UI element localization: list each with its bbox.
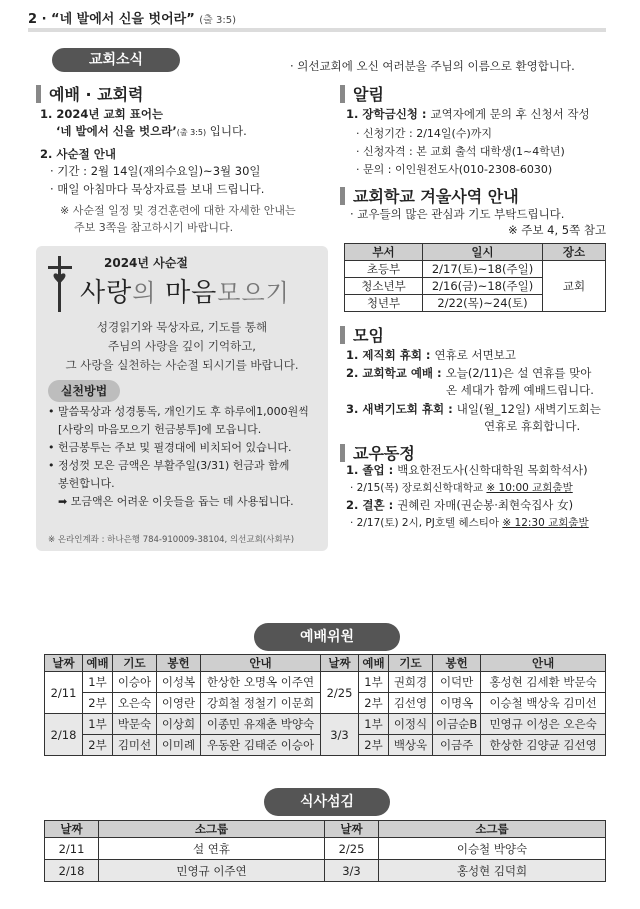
members-l2 [346,497,573,514]
lent-desc-line: 성경읽기와 묵상자료, 기도를 통해 [96,320,268,334]
dining-th: 소그룹 [379,821,606,838]
lent-year: 2024년 사순절 [104,256,188,270]
staff-offer: 이성복 [157,672,201,693]
scholarship-text: 교역자에게 문의 후 신청서 작성 [430,107,590,121]
online-account: ※ 온라인계좌 : 하나은행 784-910009-38104, 의선교회(사회부) [48,535,295,545]
scholarship-sub: · 신청자격 : 본 교회 출석 대학생(1~4학년) [356,145,565,158]
staff-svc: 1부 [359,672,389,693]
members-text: 권혜린 자매(권순봉·최현숙집사 女) [397,498,574,512]
method-item: • 정성껏 모은 금액은 부활주일(3/31) 헌금과 함께 [48,459,290,472]
staff-th: 기도 [389,655,433,672]
welcome-text: · 의선교회에 오신 여러분을 주님의 이름으로 환영합니다. [290,59,575,73]
members-text: 백요한전도사(신학대학원 목회학석사) [397,463,588,477]
meeting-label: 2. 교회학교 예배 : [346,366,446,380]
meeting-label: 1. 제직회 휴회 : [346,348,435,362]
big-title-d: 모으기 [217,279,290,307]
staff-th: 봉헌 [157,655,201,672]
staff-prayer: 김미선 [113,735,157,756]
winter-th: 일시 [423,244,543,261]
meeting-text: 오늘(2/11)은 설 연휴를 맞아 [445,366,592,380]
meeting-l2 [346,365,591,382]
meeting-l1 [346,347,516,364]
members-l1-sub [350,480,573,497]
worship-staff-table [44,654,606,756]
winter-section-title [340,184,519,207]
method-item: • 헌금봉투는 주보 및 필경대에 비치되어 있습니다. [48,441,292,454]
header-ref: (출 3:5) [199,15,237,26]
section-bar [36,85,41,103]
staff-date: 2/25 [321,672,359,714]
section-bar [340,444,345,462]
staff-date: 2/11 [45,672,83,714]
lent-period: · 기간 : 2월 14일(재의수요일)~3월 30일 [50,164,261,178]
staff-prayer: 이정식 [389,714,433,735]
members-sub: · 2/15(목) 장로회신학대학교 [350,482,487,494]
winter-date: 2/17(토)~18(주일) [423,261,543,278]
staff-prayer: 백상욱 [389,735,433,756]
page-header: 2 · “네 발에서 신을 벗어라” (출 3:5) [28,12,237,27]
members-label: 2. 결혼 : [346,498,398,512]
method-list [48,403,309,511]
winter-dept: 청년부 [345,295,423,312]
staff-offer: 이상희 [157,714,201,735]
dining-th: 날짜 [45,821,99,838]
staff-guide: 이종민 유재춘 박양숙 [201,714,321,735]
staff-offer: 이금순B [433,714,481,735]
staff-svc: 2부 [359,735,389,756]
winter-l2: ※ 주보 4, 5쪽 참고 [508,223,607,237]
staff-prayer: 오은숙 [113,693,157,714]
worship-item1: 1. 2024년 교회 표어는 [40,107,164,121]
method-item: • 말씀묵상과 성경통독, 개인기도 후 하루에1,000원씩 [48,405,309,418]
lent-daily: · 매일 아침마다 묵상자료를 보내 드립니다. [50,182,265,196]
staff-prayer: 이승아 [113,672,157,693]
big-title-a: 사랑 [80,278,133,308]
worship-title-text: 예배 · 교회력 [49,85,144,104]
staff-th: 예배 [359,655,389,672]
meeting-title-text: 모임 [353,326,384,345]
dining-group: 설 연휴 [99,838,325,860]
scholarship-sub: · 문의 : 이인원전도사(010-2308-6030) [356,163,553,176]
staff-th: 예배 [83,655,113,672]
staff-svc: 1부 [359,714,389,735]
method-pill: 실천방법 [48,380,120,402]
worship-motto-line [56,123,247,141]
staff-guide: 홍성현 김세환 박문숙 [481,672,606,693]
scholarship-label: 1. 장학금신청 : [346,107,431,121]
scholarship-subs [356,125,565,179]
notice-section-title [340,82,384,105]
meeting-l3 [346,401,601,418]
dining-pill: 식사섬김 [264,788,390,816]
meeting-section-title [340,323,384,346]
news-pill: 교회소식 [52,48,180,72]
lent-big-title [80,272,290,309]
table-row [45,672,606,693]
winter-dept: 초등부 [345,261,423,278]
notice-title-text: 알림 [353,85,384,104]
staff-guide: 이승철 백상욱 김미선 [481,693,606,714]
lent-desc [36,318,328,375]
table-row [45,860,606,882]
staff-svc: 2부 [83,693,113,714]
staff-guide: 한상한 김양균 김선영 [481,735,606,756]
dining-group: 홍성현 김덕희 [379,860,606,882]
meeting-l3b: 연휴로 휴회합니다. [484,419,581,433]
section-bar [340,187,345,205]
members-label: 1. 졸업 : [346,463,398,477]
winter-table-header [345,244,606,261]
lent-desc-line: 주님의 사랑을 깊이 기억하고, [108,339,256,353]
motto: ‘네 발에서 신을 벗으라’ [56,124,177,138]
staff-svc: 1부 [83,714,113,735]
members-l1 [346,462,588,479]
staff-th: 안내 [481,655,606,672]
dining-th: 날짜 [325,821,379,838]
lent-note: ※ 사순절 일정 및 경건훈련에 대한 자세한 안내는 [60,204,296,217]
staff-prayer: 권희경 [389,672,433,693]
method-item: ➡ 모금액은 어려운 이웃들을 돕는 데 사용됩니다. [58,495,294,508]
winter-place: 교회 [543,261,606,312]
members-sub: · 2/17(토) 2시, PJ호텔 헤스티아 [350,517,503,529]
motto-ref: (출 3:5) [176,128,207,137]
staff-guide: 강희철 정철기 이문희 [201,693,321,714]
winter-title-text: 교회학교 겨울사역 안내 [353,187,519,206]
members-l2-sub [350,515,589,532]
members-sub-u: ※ 12:30 교회출발 [502,517,589,529]
staff-guide: 우동완 김태준 이승아 [201,735,321,756]
winter-dept: 청소년부 [345,278,423,295]
lent-note-2: 주보 3쪽을 참고하시기 바랍니다. [74,221,234,234]
lent-desc-line: 그 사랑을 실천하는 사순절 되시기를 바랍니다. [65,358,299,372]
header-divider [28,28,606,32]
dining-th: 소그룹 [99,821,325,838]
staff-th: 날짜 [45,655,83,672]
staff-svc: 2부 [359,693,389,714]
meeting-text: 연휴로 서면보고 [434,348,516,362]
staff-date: 2/18 [45,714,83,756]
staff-prayer: 김선영 [389,693,433,714]
meeting-label: 3. 새벽기도회 휴회 : [346,402,457,416]
dining-table [44,820,606,882]
staff-offer: 이명옥 [433,693,481,714]
winter-th: 장소 [543,244,606,261]
meeting-text: 내일(월_12일) 새벽기도회는 [456,402,601,416]
header-title: “네 발에서 신을 벗어라” [51,12,195,27]
big-title-b: 의 [132,279,166,307]
members-title-text: 교우동정 [353,444,415,463]
dining-date: 2/18 [45,860,99,882]
worship-item2: 2. 사순절 안내 [40,147,116,161]
dining-group: 이승철 박양숙 [379,838,606,860]
dining-date: 2/11 [45,838,99,860]
worship-section-title [36,82,144,105]
cross-icon [46,254,74,314]
staff-guide: 민영규 이성은 오은숙 [481,714,606,735]
staff-prayer: 박문숙 [113,714,157,735]
staff-date: 3/3 [321,714,359,756]
table-row [345,261,606,278]
big-title-c: 마음 [165,278,218,308]
staff-offer: 이영란 [157,693,201,714]
scholarship-sub: · 신청기간 : 2/14일(수)까지 [356,127,492,140]
worship-staff-pill: 예배위원 [254,623,400,651]
staff-svc: 1부 [83,672,113,693]
winter-table [344,243,606,312]
members-section-title [340,441,415,464]
motto-tail: 입니다. [206,124,247,138]
staff-th: 봉헌 [433,655,481,672]
staff-th: 기도 [113,655,157,672]
section-bar [340,85,345,103]
method-item: [사랑의 마음모으기 헌금봉투]에 모읍니다. [58,423,262,436]
winter-l1: · 교우들의 많은 관심과 기도 부탁드립니다. [350,207,565,221]
page-number: 2 [28,12,38,27]
staff-offer: 이금주 [433,735,481,756]
table-row [45,838,606,860]
staff-offer: 이덕만 [433,672,481,693]
staff-offer: 이미례 [157,735,201,756]
members-sub-u: ※ 10:00 교회출발 [486,482,573,494]
section-bar [340,326,345,344]
winter-date: 2/16(금)~18(주일) [423,278,543,295]
staff-th: 날짜 [321,655,359,672]
winter-date: 2/22(목)~24(토) [423,295,543,312]
dining-group: 민영규 이주연 [99,860,325,882]
dining-date: 3/3 [325,860,379,882]
method-item: 봉헌합니다. [58,477,115,490]
dining-header [45,821,606,838]
staff-svc: 2부 [83,735,113,756]
table-row [45,714,606,735]
meeting-l2b: 온 세대가 함께 예배드립니다. [446,383,594,397]
scholarship-line [346,106,590,123]
winter-th: 부서 [345,244,423,261]
dining-date: 2/25 [325,838,379,860]
worship-staff-header [45,655,606,672]
staff-guide: 한상한 오명옥 이주연 [201,672,321,693]
staff-th: 안내 [201,655,321,672]
